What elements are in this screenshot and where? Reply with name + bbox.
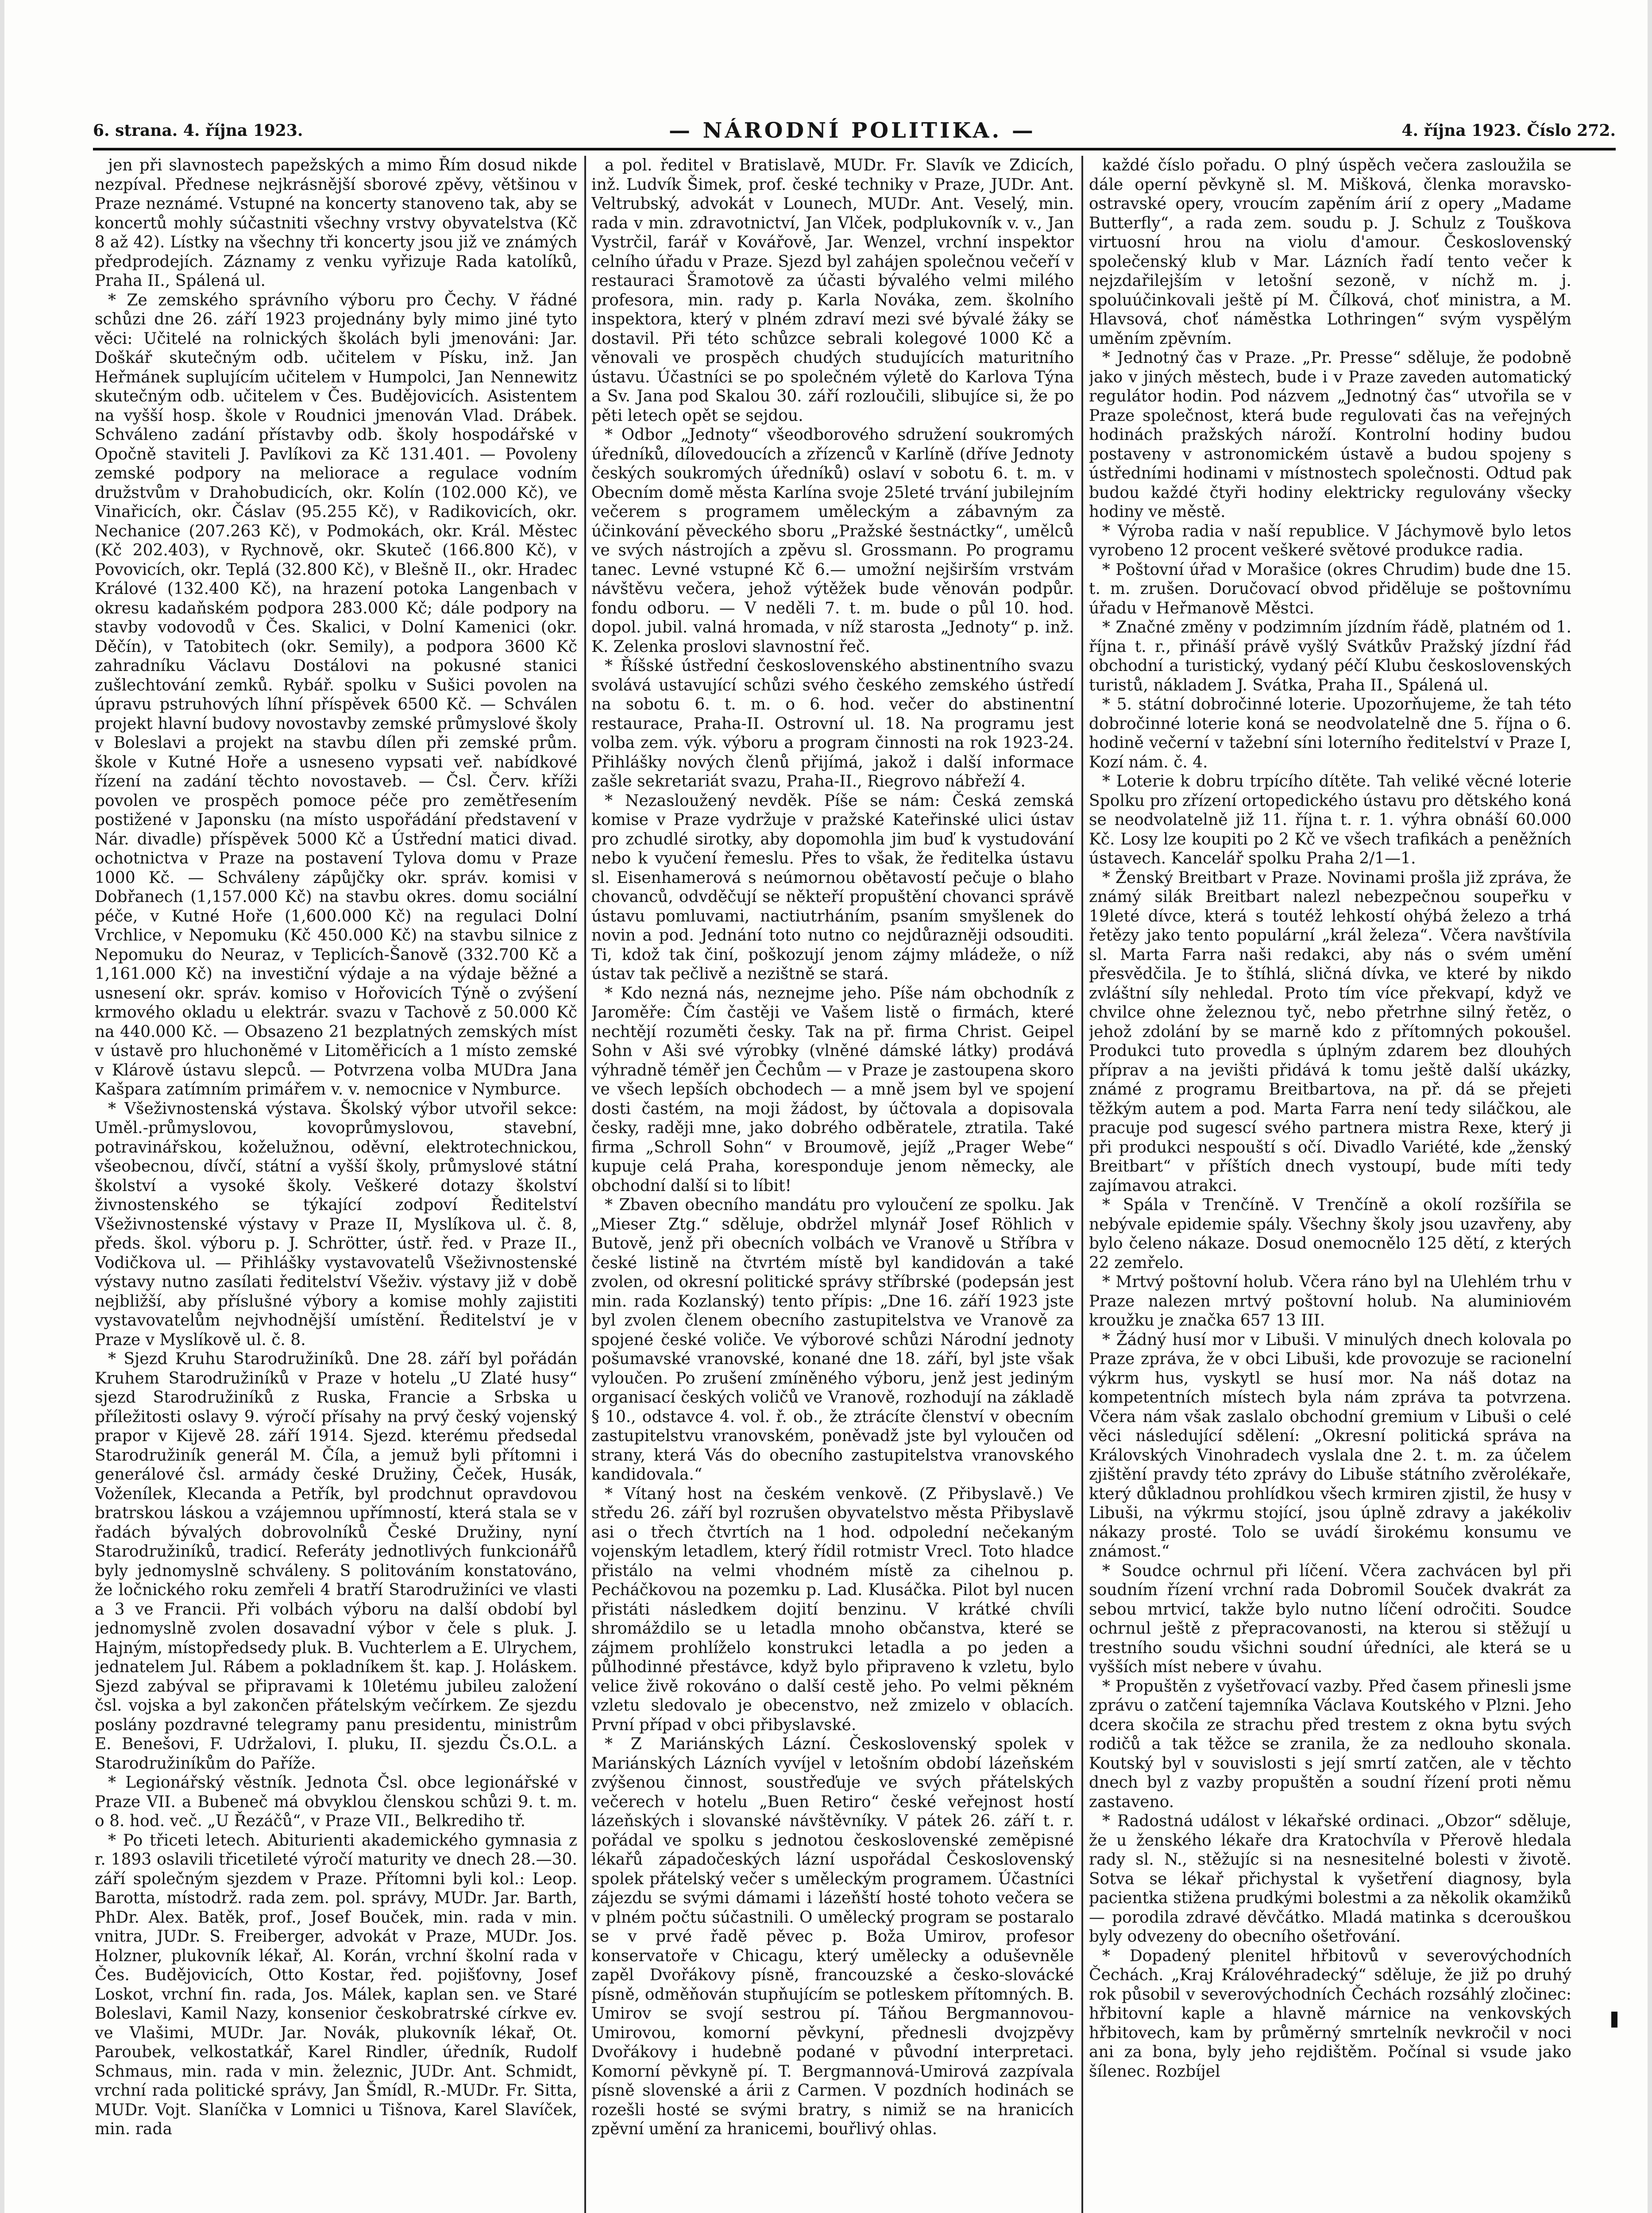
article-paragraph: * Nezasloužený nevděk. Píše se nám: Česká zemská komise v Praze vydržuje v pražské Kateřinské ulici ústav pro zchudlé sirotky, aby dopomohla jim buď k vystudování nebo k vyučení řemeslu. Přes to však, že ředitelka ústavu sl. Eisenhamerová s neúmornou obětavostí pečuje o blaho chovanců, odvděčují se někteří propuštění chovanci správě ústavu pomluvami, nactiutrháním, psaním smyšlenek do novin a pod. Jednání toto nutno co nejdůrazněji odsouditi. Ti, kdož tak činí, poškozují jenom zájmy mládeže, o níž ústav tak pečlivě a nezištně se stará.	[591, 791, 1074, 983]
article-paragraph: * 5. státní dobročinné loterie. Upozorňujeme, že tah této dobročinné loterie koná se neodvolatelně dne 5. října o 6. hodině večerní v tažební síni loterního ředitelství v Praze I, Kozí nám. č. 4.	[1089, 695, 1571, 771]
article-paragraph: * Kdo nezná nás, neznejme jeho. Píše nám obchodník z Jaroměře: Čím častěji ve Vašem listě o firmách, které nechtějí rozuměti česky. Tak na př. firma Christ. Geipel Sohn v Aši své výrobky (vlněné dámské látky) prodává výhradně téměř jen Čechům — v Praze je zastoupena skoro ve všech lepších obchodech — a mně jsem byl ve spojení dosti častém, na moji žádost, by účtovala a dopisovala česky, raději mne, jako dobrého odběratele, ztratila. Také firma „Schroll Sohn“ v Broumově, jejíž „Prager Webe“ kupuje celá Praha, korespondujе jenom německy, ale obchodní další si to líbit!	[591, 984, 1074, 1195]
column-divider-1	[584, 156, 586, 2213]
article-paragraph: * Říšské ústřední československého abstinentního svazu svolává ustavující schůzi svého českého zemského ústředí na sobotu 6. t. m. o 6. hod. večer do abstinentní restaurace, Praha-II. Ostrovní ul. 18. Na programu jest volba zem. výk. výboru a program činnosti na rok 1923-24. Přihlášky nových členů přijímá, jakož i další informace zašle sekretariát svazu, Praha-II., Riegrovo nábřeží 4.	[591, 657, 1074, 790]
article-paragraph: * Z Mariánských Lázní. Československý spolek v Mariánských Lázních vyvíjel v letošním období lázeňském zvýšenou činnost, soustřeďuje ve svých přátelských večerech v hotelu „Buen Retiro“ české veřejnost hostí lázeňských i slovanské návštěvníky. V pátek 26. září t. r. pořádal ve spolku s jednotou československé zeměpisné lékařů západočeských lázní uspořádal Československý spolek přátelský večer s uměleckým programem. Účastníci zájezdu se svými dámami i lázeňští hosté tohoto večera se v plném počtu súčastnili. O umělecký program se postaralo se v prvé řadě pěvec p. Boža Umirov, profesor konservatoře v Chicagu, který umělecky a oduševněle zapěl Dvořákovy písně, francouzské a česko-slovácké písně, odměňován stupňujícím se potleskem přítomných. B. Umirov se svojí sestrou pí. Táňou Bergmannovou-Umirovou, komorní pěvkyní, přednesli dvojzpěvy Dvořákovy i hudebně podané v původní interpretaci. Komorní pěvkyně pí. T. Bergmannová-Umirová zazpívala písně slovenské a árii z Carmen. V pozdních hodinách se rozešli hosté se svými bratry, s nimiž se na hranicích zpěvní umění za hranicemi, bouřlivý ohlas.	[591, 1735, 1074, 2138]
article-paragraph: * Vítaný host na českém venkově. (Z Přibyslavě.) Ve středu 26. září byl rozrušen obyvatelstvo města Přibyslavě asi o třech čtvrtích na 1 hod. odpolední nečekaným vojenským letadlem, který řídil rotmistr Vrecl. Toto hladce přistálo na velmi vhodném místě za cihelnou p. Pecháčkovou na pozemku p. Lad. Klusáčka. Pilot byl nucen přistáti následkem dojití benzinu. V krátké chvíli shromáždilo se u letadla mnoho občanstva, které se zájmem prohlíželo konstrukci letadla a po jeden a půlhodinné přestávce, když bylo připraveno k vzletu, bylo velice živě rokováno o další cestě jeho. Po velmi pěkném vzletu sledovalo je obecenstvo, než zmizelo v oblacích. První případ v obci přibyslavské.	[591, 1484, 1074, 1734]
margin-mark	[1611, 2012, 1617, 2028]
header-left: 6. strana. 4. října 1923.	[93, 121, 303, 140]
masthead: — NÁRODNÍ POLITIKA. —	[668, 118, 1036, 143]
article-paragraph: * Propuštěn z vyšetřovací vazby. Před časem přinesli jsme zprávu o zatčení tajemníka Václava Koutského v Plzni. Jeho dcera skočila ze strachu před trestem z okna bytu svých rodičů a tak těžce se zranila, že za nedlouho skonala. Koutský byl v souvislosti s její smrtí zatčen, ale v těchto dnech byl z vazby propuštěn a soudní řízení proti němu zastaveno.	[1089, 1677, 1571, 1811]
column-1	[95, 156, 577, 2213]
header-rule	[93, 148, 1616, 150]
article-paragraph: * Značné změny v podzimním jízdním řádě, platném od 1. října t. r., přináší právě vyšlý Svátkův Pražský jízdní řád obchodní a turistický, vydaný péčí Klubu československých turistů, nákladem J. Svátka, Praha II., Spálená ul.	[1089, 618, 1571, 694]
column-divider-2	[1081, 156, 1083, 2213]
header-right: 4. října 1923. Číslo 272.	[1401, 121, 1616, 140]
article-paragraph: * Sjezd Kruhu Starodružiníků. Dne 28. září byl pořádán Kruhem Starodružiníků v Praze v hotelu „U Zlaté husy“ sjezd Starodružiníků z Ruska, Francie a Srbska u příležitosti oslavy 9. výročí přísahy na prvý český vojenský prapor v Kijevě 28. září 1914. Sjezd. kterému předsedal Starodružiník generál M. Číla, a jemuž byli přítomni i generálové čsl. armády české Družiny, Čeček, Husák, Voženílek, Klecanda a Petřík, byl prodchnut opravdovou bratrskou láskou a vzájemnou upřímností, která stala se v řadách bývalých dobrovolníků České Družiny, nyní Starodružiníků, tradicí. Referáty jednotlivých funkcionářů byly jednomyslně schváleny. S politováním konstatováno, že ločnického roku zemřeli 4 bratří Starodružiníci ve vlasti a 3 ve Francii. Při volbách výboru na další období byl jednomyslně zvolen dosavadní výbor v čele s pluk. J. Hajným, místopředsedy pluk. B. Vuchterlem a E. Ulrychem, jednatelem Jul. Rábem a pokladníkem št. kap. J. Holáskem. Sjezd zabýval se připravami k 10letému jubileu založení čsl. vojska a byl zakončen přátelským večírkem. Ze sjezdu poslány pozdravné telegramy panu presidentu, ministrům E. Benešovi, F. Udržalovi, I. pluku, II. sjezdu Čs.O.L. a Starodružiníkům do Paříže.	[95, 1350, 577, 1773]
article-paragraph: * Po třiceti letech. Abiturienti akademického gymnasia z r. 1893 oslavili třicetileté výročí maturity ve dnech 28.—30. září společným sjezdem v Praze. Přítomni byli kol.: Leop. Barotta, místodrž. rada zem. pol. správy, MUDr. Jar. Barth, PhDr. Alex. Batěk, prof., Josef Bouček, min. rada v min. vnitra, JUDr. S. Freiberger, advokát v Praze, MUDr. Jos. Holzner, plukovník lékař, Al. Korán, vrchní školní rada v Čes. Budějovicích, Otto Kostar, řed. pojišťovny, Josef Loskot, vrchní fin. rada, Jos. Málek, kaplan sen. ve Staré Boleslavi, Kamil Nazy, konsenior českobratrské církve ev. ve Vlašimi, MUDr. Jar. Novák, plukovník lékař, Ot. Paroubek, velkostatkář, Karel Rindler, úředník, Rudolf Schmaus, min. rada v min. železnic, JUDr. Ant. Schmidt, vrchní rada politické správy, Jan Šmídl, R.-MUDr. Fr. Sitta, MUDr. Vojt. Slaníčka v Lomnici u Tišnova, Karel Slavíček, min. rada	[95, 1831, 577, 2138]
article-paragraph: * Poštovní úřad v Morašice (okres Chrudim) bude dne 15. t. m. zrušen. Doručovací obvod přiděluje se poštovnímu úřadu v Heřmanově Městci.	[1089, 560, 1571, 617]
article-paragraph: * Mrtvý poštovní holub. Včera ráno byl na Ulehlém trhu v Praze nalezen mrtvý poštovní holub. Na aluminiovém kroužku je značka 657 13 III.	[1089, 1273, 1571, 1330]
article-paragraph: * Jednotný čas v Praze. „Pr. Presse“ sděluje, že podobně jako v jiných městech, bude i v Praze zaveden automatický regulátor hodin. Pod názvem „Jednotný čas“ utvořila se v Praze společnost, která bude regulovati čas na veřejných hodinách pražských nároží. Kontrolní hodiny budou postaveny v astronomickém ústavě a budou spojeny s ústředními hodinami v místnostech společnosti. Odtud pak budou každé čtyři hodiny elektricky regulovány všecky hodiny ve městě.	[1089, 349, 1571, 521]
article-paragraph: * Ženský Breitbart v Praze. Novinami prošla již zpráva, že známý silák Breitbart nalezl nebezpečnou soupeřku v 19leté dívce, která s toutéž lehkostí ohýbá železo a trhá řetězy jako tento populární „král železa“. Včera navštívila sl. Marta Farra naši redakci, aby nás o svém umění přesvědčila. Je to štíhlá, sličná dívka, ve které by nikdo zvláštní síly nehledal. Proto tím více překvapí, když ve chvilce ohne železnou tyč, nebo přetrhne silný řetěz, o jehož zdolání by se marně kdo z přítomných pokoušel. Produkci tuto provedla s úplným zdarem bez dlouhých příprav a na jevišti přidává k tomu ještě další ukázky, známé z programu Breitbartova, na př. dá se přejeti těžkým autem a pod. Marta Farra není tedy siláčkou, ale pracuje pod sugescí svého partnera mistra Rexe, který ji při produkci nespouští s očí. Divadlo Variété, kde „ženský Breitbart“ v příštích dnech vystoupí, bude míti tedy zajímavou atrakci.	[1089, 868, 1571, 1195]
article-paragraph: * Spála v Trenčíně. V Trenčíně a okolí rozšířila se nebývale epidemie spály. Všechny školy jsou uzavřeny, aby bylo čeleno nákaze. Dosud onemocnělo 125 dětí, z kterých 22 zemřelo.	[1089, 1196, 1571, 1272]
article-paragraph: * Výroba radia v naší republice. V Jáchymově bylo letos vyrobeno 12 procent veškeré světové produkce radia.	[1089, 522, 1571, 559]
article-paragraph: a pol. ředitel v Bratislavě, MUDr. Fr. Slavík ve Zdicích, inž. Ludvík Šimek, prof. české techniky v Praze, JUDr. Ant. Veltrubský, advokát v Lounech, MUDr. Ant. Veselý, min. rada v min. zdravotnictví, Jan Vlček, podplukovník v. v., Jan Vystrčil, farář v Kovářově, Jar. Wenzel, vrchní inspektor celního úřadu v Praze. Sjezd byl zahájen společnou večeří v restauraci Šramotově za účasti bývalého velmi milého profesora, min. rady p. Karla Nováka, zem. školního inspektora, který v plném zdraví mezi své bývalé žáky se dostavil. Při této schůzce sebrali kolegové 1000 Kč a věnovali ve prospěch chudých studujících maturitního ústavu. Účastníci se po společném výletě do Karlova Týna a Sv. Jana pod Skalou 30. září rozloučili, slibujíce si, že po pěti letech opět se sejdou.	[591, 156, 1074, 425]
scan-edge-left	[0, 0, 4, 2213]
article-paragraph: * Všeživnostenská výstava. Školský výbor utvořil sekce: Uměl.-průmyslovou, kovoprůmyslovou, stavební, potravinářskou, koželužnou, oděvní, elektrotechnickou, všeobecnou, dívčí, státní a vyšší školy, průmyslové státní školství a vysoké školy. Veškeré dotazy školství živnostenského se týkající zodpoví Ředitelství Všeživnostenské výstavy v Praze II, Myslíkova ul. č. 8, předs. škol. výboru p. J. Schrötter, ústř. řed. v Praze II., Vodičkova ul. — Přihlášky vystavovatelů Všeživnostenské výstavy nutno zasílati ředitelství Všeživ. výstavy již v době nejbližší, aby příslušné výbory a komise mohly zajistiti vystavovatelům nejvhodnější umístění. Ředitelství je v Praze v Myslíkově ul. č. 8.	[95, 1099, 577, 1349]
article-paragraph: jen při slavnostech papežských a mimo Řím dosud nikde nezpíval. Přednese nejkrásnější sborové zpěvy, většinou v Praze neznámé. Vstupné na koncerty stanoveno tak, aby se koncertů mohly súčastniti všechny vrstvy obyvatelstva (Kč 8 až 42). Lístky na všechny tři koncerty jsou již ve známých předprodejích. Záznamy z venku vyřizuje Rada katolíků, Praha II., Spálená ul.	[95, 156, 577, 290]
page-header	[93, 116, 1616, 145]
article-paragraph: * Odbor „Jednoty“ všeodborového sdružení soukromých úředníků, dílovedoucích a zřízenců v Karlíně (dříve Jednoty českých soukromých úředníků) oslaví v sobotu 6. t. m. v Obecním domě města Karlína svoje 25leté trvání jubilejním večerem s programem uměleckým a zábavným za účinkování pěveckého sboru „Pražské šestnáctky“, umělců ve svých nástrojích a zpěvu sl. Grossmann. Po programu tanec. Levné vstupné Kč 6.— umožní nejširším vrstvám návštěvu večera, jehož výtěžek bude věnován podpůr. fondu odboru. — V neděli 7. t. m. bude o půl 10. hod. dopol. jubil. valná hromada, v níž starosta „Jednoty“ p. inž. K. Zelenka proslovi slavnostní řeč.	[591, 426, 1074, 656]
article-paragraph: každé číslo pořadu. O plný úspěch večera zasloužila se dále operní pěvkyně sl. M. Mišková, členka moravsko-ostravské opery, vroucím zapěním árií z opery „Madame Butterfly“, a rada zem. soudu p. J. Schulz z Touškova virtuosní hrou na violu d'amour. Československý společenský klub v Mar. Lázních řadí tento večer k nejzdařilejším v letošní sezoně, v níchž m. j. spoluúčinkovali ještě pí M. Čílková, choť ministra, a M. Hlavsová, choť náměstka Lothringen“ svým vyspělým uměním zpěvním.	[1089, 156, 1571, 348]
article-paragraph: * Ze zemského správního výboru pro Čechy. V řádné schůzi dne 26. září 1923 projednány byly mimo jiné tyto věci: Učitelé na rolnických školách byli jmenováni: Jar. Doškář skutečným odb. učitelem v Písku, inž. Jan Heřmánek suplujícím učitelem v Humpolci, Jan Nennewitz skutečným odb. učitelem v Čes. Budějovicích. Asistentem na vyšší hosp. škole v Roudnici jmenován Vlad. Drábek. Schváleno zadání přístavby odb. školy hospodářské v Opočně staviteli J. Pavlíkovi za Kč 131.401. — Povoleny zemské podpory na meliorace a regulace vodním družstvům v Drahobudicích, okr. Kolín (102.000 Kč), ve Vinařicích, okr. Čáslav (95.255 Kč), v Radikovicích, okr. Nechanice (207.263 Kč), v Podmokách, okr. Král. Městec (Kč 202.403), v Rychnově, okr. Skuteč (166.800 Kč), v Povovicích, okr. Teplá (32.800 Kč), v Blešně II., okr. Hradec Králové (132.400 Kč), na hrazení potoka Langenbach v okresu kadaňském podpora 283.000 Kč; dále podpory na stavby vodovodů v Čes. Skalici, v Dolní Kamenici (okr. Děčín), v Tatobitech (okr. Semily), a podpora 3600 Kč zahradníku Václavu Dostálovi na pokusné stanici zušlechtování zemků. Rybář. spolku v Sušici povolen na úpravu pstruhových líhní příspěvek 6500 Kč. — Schválen projekt hlavní budovy novostavby zemské průmyslové školy v Boleslavi a projekt na stavbu dílen při zemské prům. škole v Kutné Hoře a usneseno vypsati veř. nabídkové řízení na zadání těchto novostaveb. — Čsl. Červ. kříži povolen ve prospěch pomoce péče pro zemětřesením postižené v Japonsku (na místo uspořádání představení v Nár. divadle) příspěvek 5000 Kč a Ústřední matici divad. ochotnictva v Praze na postavení Tylova domu v Praze 1000 Kč. — Schváleny zápůjčky okr. správ. komisi v Dobřanech (1,157.000 Kč) na stavbu okres. domu sociální péče, v Kutné Hoře (1,600.000 Kč) na regulaci Dolní Vrchlice, v Nepomuku (Kč 450.000 Kč) na stavbu silnice z Nepomuku do Neuraz, v Teplicích-Šanově (332.700 Kč a 1,161.000 Kč) na investiční výdaje a na výdaje běžné a usnesení okr. správ. komiso v Hořovicích Týně o zvýšení krmového okladu u elektrár. svazu v Tachově z 50.000 Kč na 440.000 Kč. — Obsazeno 21 bezplatných zemských míst v ústavě pro hluchoněmé v Litoměřicích a 1 místo zemské v Klárově ústavu slepců. — Potvrzena volba MUDra Jana Kašpara zatímním primářem v. v. nemocnice v Nymburce.	[95, 291, 577, 1099]
article-paragraph: * Žádný husí mor v Libuši. V minulých dnech kolovala po Praze zpráva, že v obci Libuši, kde provozuje se racionelní výkrm hus, vyskytl se husí mor. Na náš dotaz na kompetentních místech byla nám zpráva ta potvrzena. Včera nám však zaslalo obchodní gremium v Libuši o celé věci následující sdělení: „Okresní politická správa na Královských Vinohradech vyslala dne 2. t. m. za účelem zjištění pravdy této zprávy do Libuše státního zvěrolékaře, který důkladnou prohlídkou všech krmiren zjistil, že husy v Libuši, na výkrmu stojící, jsou úplně zdravy a jakékoliv nákazy prosté. Tolo se uvádí širokému konsumu ve známost.“	[1089, 1330, 1571, 1561]
article-paragraph: * Legionářský věstník. Jednota Čsl. obce legionářské v Praze VII. a Bubeneč má obvyklou členskou schůzi 9. t. m. o 8. hod. več. „U Řezáčů“, v Praze VII., Belkrediho tř.	[95, 1773, 577, 1830]
column-2	[591, 156, 1074, 2213]
scan-edge-right	[1648, 0, 1652, 2213]
article-paragraph: * Zbaven obecního mandátu pro vyloučení ze spolku. Jak „Mieser Ztg.“ sděluje, obdržel mlynář Josef Röhlich v Butově, jenž při obecních volbách ve Vranově u Stříbra v české listině na čtvrtém místě byl kandidován a také zvolen, od okresní politické správy stříbrské (podepsán jest min. rada Kozlanský) tento přípis: „Dne 16. září 1923 jste byl zvolen členem obecního zastupitelstva ve Vranově za spojené české voliče. Ve výborové schůzi Národní jednoty pošumavské vranovské, konané dne 18. září, byl jste však vyloučen. Po zrušení zmíněného výboru, jenž jest jediným organisací českých voličů ve Vranově, rozhodují na základě § 10., odstavce 4. vol. ř. ob., že ztrácíte členství v obecním zastupitelstvu vranovském, poněvadž jste byl vyloučen od strany, která Vás do obecního zastupitelstva vranovského kandidovala.“	[591, 1196, 1074, 1484]
column-3	[1089, 156, 1571, 2213]
article-paragraph: * Dopadený plenitel hřbitovů v severovýchodních Čechách. „Kraj Královéhradecký“ sděluje, že již po druhý rok působil v severovýchodních Čechách rozsáhlý zločinec: hřbitovní kaple a hlavně márnice na venkovských hřbitovech, kam by průměrný smrtelník nevkročil v noci ani za bona, byly jeho rejdištěm. Počínal si vsude jako šílenec. Rozbíjel	[1089, 1947, 1571, 2081]
article-paragraph: * Soudce ochrnul při líčení. Včera zachvácen byl při soudním řízení vrchní rada Dobromil Souček dvakrát za sebou mrtvicí, takže bylo nutno líčení odročiti. Soudce ochrnul ještě z přepracovanosti, na kterou si stěžují u trestního soudu všichni soudní úředníci, ale která se u vyšších míst nebere v úvahu.	[1089, 1561, 1571, 1676]
article-paragraph: * Loterie k dobru trpícího dítěte. Tah veliké věcné loterie Spolku pro zřízení ortopedického ústavu pro dětského koná se neodvolatelně již 11. října t. r. 1. výhra obnáší 60.000 Kč. Losy lze koupiti po 2 Kč ve všech trafikách a peněžních ústavech. Kancelář spolku Praha 2/1—1.	[1089, 772, 1571, 867]
article-paragraph: * Radostná událost v lékařské ordinaci. „Obzor“ sděluje, že u ženského lékaře dra Kratochvíla v Přerově hledala rady sl. N., stěžujíc si na nesnesitelné bolesti v životě. Sotva se lékař přichystal k vyšetření diagnosy, byla pacientka stižena prudkými bolestmi a za několik okamžiků — porodila zdravé děvčátko. Mladá matinka s dcerouškou byly odvezeny do obecního ošetřování.	[1089, 1812, 1571, 1946]
